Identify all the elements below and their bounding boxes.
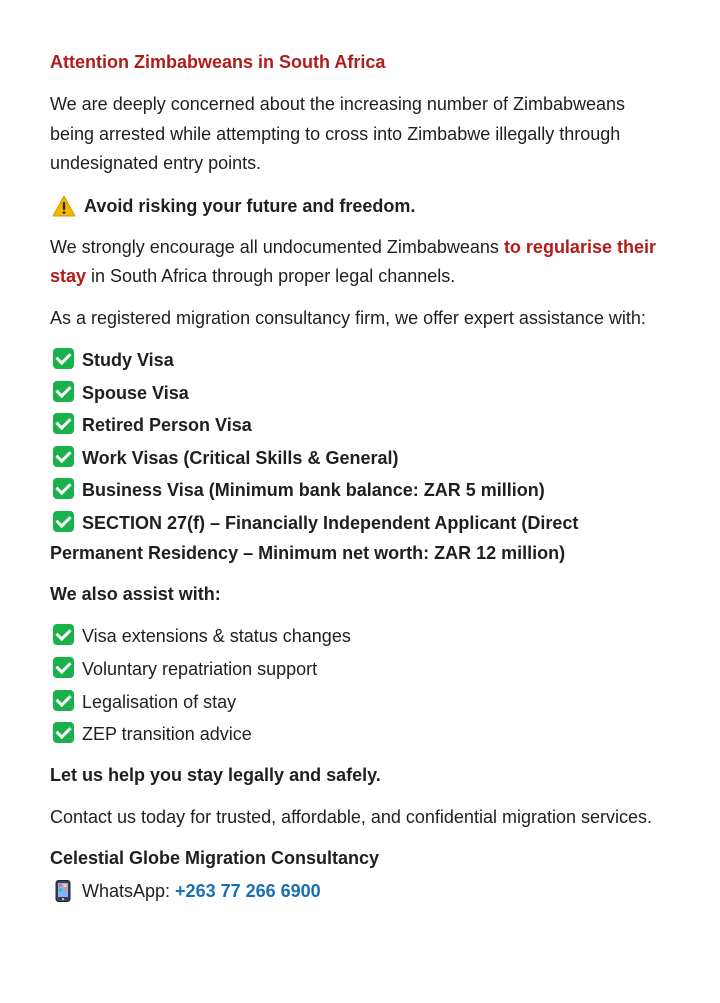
list-item — [50, 654, 670, 684]
call-to-action: Let us help you stay legally and safely. — [50, 765, 381, 786]
warning-text: Avoid risking your future and freedom. — [84, 195, 416, 216]
encourage-highlight: to regularise their stay — [50, 236, 656, 286]
page-title: Attention Zimbabweans in South Africa — [50, 52, 386, 72]
service-label: Business Visa (Minimum bank balance: ZAR 5 million) — [82, 480, 545, 501]
list-item — [50, 443, 670, 473]
check-icon — [53, 657, 74, 678]
list-item — [50, 345, 670, 375]
whatsapp-line — [50, 876, 670, 906]
list-item — [50, 719, 670, 749]
list-item — [50, 508, 670, 568]
list-item — [50, 410, 670, 440]
warning-icon — [52, 195, 76, 217]
also-item-label: Visa extensions & status changes — [82, 626, 351, 647]
service-label: Spouse Visa — [82, 382, 189, 403]
also-item-label: Legalisation of stay — [82, 691, 237, 712]
check-icon — [53, 381, 74, 402]
service-label: SECTION 27(f) – Financially Independent Applicant (Direct Permanent Residency – Minimum net worth: ZAR 12 million) — [50, 512, 579, 563]
mobile-phone-icon — [54, 880, 72, 902]
check-icon — [53, 624, 74, 645]
check-icon — [53, 690, 74, 711]
list-item — [50, 378, 670, 408]
intro-paragraph: We are deeply concerned about the increasing number of Zimbabweans being arrested while attempting to cross into Zimbabwe illegally through undesignated entry points. — [50, 94, 626, 173]
service-label: Study Visa — [82, 350, 174, 370]
check-icon — [53, 722, 74, 743]
list-item — [50, 475, 670, 505]
also-heading: We also assist with: — [50, 583, 221, 604]
check-icon — [53, 413, 74, 434]
contact-paragraph: Contact us today for trusted, affordable, and confidential migration services. — [50, 806, 652, 827]
whatsapp-label: WhatsApp: — [82, 880, 176, 901]
warning-line — [50, 191, 670, 221]
check-icon — [53, 511, 74, 532]
check-icon — [53, 348, 74, 369]
offer-paragraph: As a registered migration consultancy firm, we offer expert assistance with: — [50, 307, 646, 328]
encourage-paragraph — [50, 233, 670, 292]
also-item-label: Voluntary repatriation support — [82, 659, 318, 680]
service-label: Retired Person Visa — [82, 415, 252, 436]
encourage-before: We strongly encourage all undocumented Zimbabweans — [50, 236, 504, 257]
encourage-after: in South Africa through proper legal channels. — [86, 266, 456, 286]
list-item — [50, 687, 670, 717]
list-item — [50, 621, 670, 651]
service-label: Work Visas (Critical Skills & General) — [82, 447, 399, 468]
whatsapp-number-link[interactable]: +263 77 266 6900 — [175, 880, 321, 901]
check-icon — [53, 478, 74, 499]
services-list — [50, 345, 670, 568]
check-icon — [53, 446, 74, 467]
company-name: Celestial Globe Migration Consultancy — [50, 848, 380, 869]
also-list — [50, 621, 670, 749]
also-item-label: ZEP transition advice — [82, 724, 252, 745]
